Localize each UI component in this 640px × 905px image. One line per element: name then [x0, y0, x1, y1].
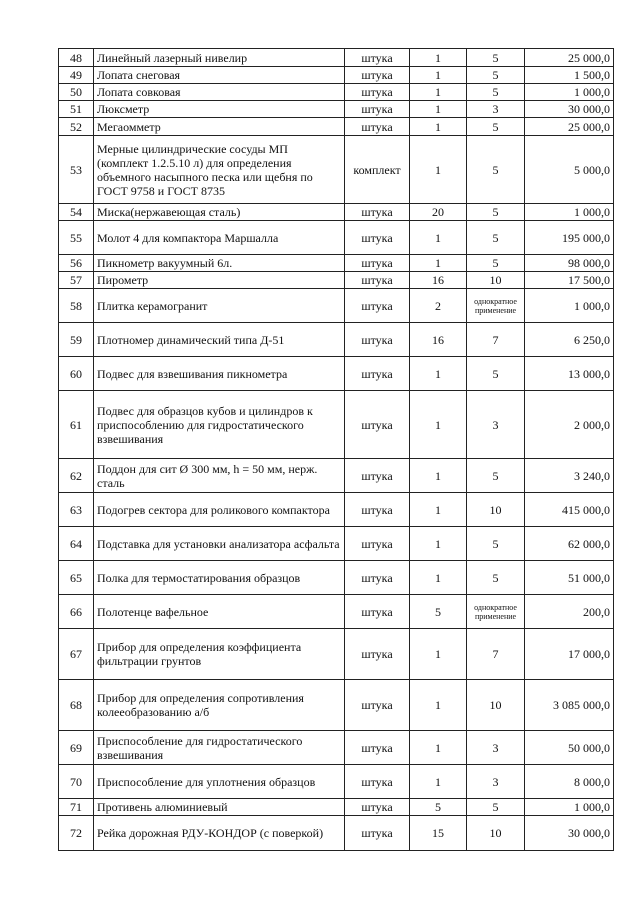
cell-unit: штука	[345, 459, 410, 493]
cell-unit: штука	[345, 118, 410, 136]
cell-row-number: 68	[59, 680, 94, 731]
cell-row-number: 69	[59, 731, 94, 765]
cell-unit: штука	[345, 765, 410, 799]
cell-item-name: Плотномер динамический типа Д-51	[94, 323, 345, 357]
cell-price: 1 000,0	[525, 289, 614, 323]
cell-item-name: Подвес для взвешивания пикнометра	[94, 357, 345, 391]
cell-service-life: 5	[467, 561, 525, 595]
cell-item-name: Лопата снеговая	[94, 67, 345, 84]
cell-price: 6 250,0	[525, 323, 614, 357]
cell-item-name: Полка для термостатирования образцов	[94, 561, 345, 595]
cell-unit: штука	[345, 595, 410, 629]
cell-row-number: 72	[59, 816, 94, 851]
cell-unit: штука	[345, 323, 410, 357]
cell-price: 1 000,0	[525, 204, 614, 221]
table-row	[59, 136, 614, 204]
cell-row-number: 63	[59, 493, 94, 527]
cell-item-name: Прибор для определения сопротивления колееобразованию а/б	[94, 680, 345, 731]
table-row	[59, 561, 614, 595]
table-row	[59, 204, 614, 221]
table-row	[59, 391, 614, 459]
cell-unit: штука	[345, 357, 410, 391]
cell-row-number: 56	[59, 255, 94, 272]
cell-row-number: 58	[59, 289, 94, 323]
table-row	[59, 629, 614, 680]
cell-unit: штука	[345, 67, 410, 84]
cell-price: 1 500,0	[525, 67, 614, 84]
cell-unit: штука	[345, 289, 410, 323]
inventory-table-body	[59, 49, 614, 851]
cell-item-name: Лопата совковая	[94, 84, 345, 101]
cell-service-life: 3	[467, 391, 525, 459]
cell-service-life: однократное применение	[467, 289, 525, 323]
table-row	[59, 221, 614, 255]
cell-row-number: 70	[59, 765, 94, 799]
cell-price: 195 000,0	[525, 221, 614, 255]
cell-row-number: 60	[59, 357, 94, 391]
cell-row-number: 62	[59, 459, 94, 493]
cell-row-number: 48	[59, 49, 94, 67]
cell-price: 3 240,0	[525, 459, 614, 493]
table-row	[59, 323, 614, 357]
cell-row-number: 51	[59, 101, 94, 118]
cell-row-number: 67	[59, 629, 94, 680]
cell-price: 5 000,0	[525, 136, 614, 204]
cell-unit: штука	[345, 101, 410, 118]
cell-quantity: 1	[410, 493, 467, 527]
table-row	[59, 49, 614, 67]
cell-price: 1 000,0	[525, 84, 614, 101]
table-row	[59, 816, 614, 851]
cell-quantity: 1	[410, 136, 467, 204]
cell-service-life: 3	[467, 101, 525, 118]
cell-quantity: 1	[410, 527, 467, 561]
table-row	[59, 289, 614, 323]
cell-service-life: 5	[467, 49, 525, 67]
cell-service-life: 5	[467, 221, 525, 255]
cell-row-number: 57	[59, 272, 94, 289]
cell-item-name: Молот 4 для компактора Маршалла	[94, 221, 345, 255]
cell-price: 17 000,0	[525, 629, 614, 680]
table-row	[59, 255, 614, 272]
cell-item-name: Подставка для установки анализатора асфальта	[94, 527, 345, 561]
cell-item-name: Рейка дорожная РДУ-КОНДОР (с поверкой)	[94, 816, 345, 851]
cell-unit: штука	[345, 221, 410, 255]
cell-item-name: Миска(нержавеющая сталь)	[94, 204, 345, 221]
cell-service-life: 5	[467, 527, 525, 561]
table-row	[59, 67, 614, 84]
cell-quantity: 5	[410, 595, 467, 629]
cell-row-number: 64	[59, 527, 94, 561]
cell-row-number: 55	[59, 221, 94, 255]
table-row	[59, 493, 614, 527]
cell-service-life: 5	[467, 67, 525, 84]
cell-row-number: 53	[59, 136, 94, 204]
cell-price: 2 000,0	[525, 391, 614, 459]
table-row	[59, 357, 614, 391]
cell-service-life: 10	[467, 272, 525, 289]
cell-unit: штука	[345, 84, 410, 101]
cell-service-life: 7	[467, 629, 525, 680]
table-row	[59, 765, 614, 799]
cell-row-number: 66	[59, 595, 94, 629]
cell-item-name: Приспособление для уплотнения образцов	[94, 765, 345, 799]
table-row	[59, 101, 614, 118]
cell-quantity: 1	[410, 84, 467, 101]
cell-item-name: Поддон для сит Ø 300 мм, h = 50 мм, нерж. сталь	[94, 459, 345, 493]
cell-price: 30 000,0	[525, 101, 614, 118]
cell-quantity: 1	[410, 101, 467, 118]
cell-item-name: Противень алюминиевый	[94, 799, 345, 816]
cell-price: 50 000,0	[525, 731, 614, 765]
table-row	[59, 680, 614, 731]
cell-unit: штука	[345, 799, 410, 816]
cell-item-name: Подвес для образцов кубов и цилиндров к приспособлению для гидростатического взвешивания	[94, 391, 345, 459]
cell-quantity: 2	[410, 289, 467, 323]
table-row	[59, 731, 614, 765]
cell-service-life: 5	[467, 357, 525, 391]
cell-quantity: 1	[410, 731, 467, 765]
cell-price: 30 000,0	[525, 816, 614, 851]
table-row	[59, 272, 614, 289]
inventory-table	[58, 48, 614, 851]
cell-unit: штука	[345, 816, 410, 851]
cell-item-name: Плитка керамогранит	[94, 289, 345, 323]
cell-price: 17 500,0	[525, 272, 614, 289]
cell-row-number: 52	[59, 118, 94, 136]
cell-quantity: 1	[410, 357, 467, 391]
cell-service-life: 5	[467, 136, 525, 204]
cell-price: 25 000,0	[525, 118, 614, 136]
cell-price: 1 000,0	[525, 799, 614, 816]
cell-service-life: 10	[467, 816, 525, 851]
cell-service-life: 5	[467, 255, 525, 272]
cell-price: 13 000,0	[525, 357, 614, 391]
cell-service-life: однократное применение	[467, 595, 525, 629]
cell-price: 62 000,0	[525, 527, 614, 561]
cell-unit: штука	[345, 49, 410, 67]
cell-service-life: 10	[467, 680, 525, 731]
cell-service-life: 5	[467, 799, 525, 816]
cell-unit: штука	[345, 493, 410, 527]
cell-quantity: 1	[410, 391, 467, 459]
cell-unit: комплект	[345, 136, 410, 204]
cell-unit: штука	[345, 561, 410, 595]
cell-item-name: Мерные цилиндрические сосуды МП (комплект 1.2.5.10 л) для определения объемного насыпного песка или щебня по ГОСТ 9758 и ГОСТ 8735	[94, 136, 345, 204]
cell-row-number: 71	[59, 799, 94, 816]
table-row	[59, 595, 614, 629]
cell-row-number: 65	[59, 561, 94, 595]
cell-item-name: Подогрев сектора для роликового компактора	[94, 493, 345, 527]
cell-item-name: Приспособление для гидростатического взвешивания	[94, 731, 345, 765]
cell-quantity: 5	[410, 799, 467, 816]
cell-row-number: 50	[59, 84, 94, 101]
cell-price: 200,0	[525, 595, 614, 629]
cell-row-number: 49	[59, 67, 94, 84]
cell-item-name: Пикнометр вакуумный 6л.	[94, 255, 345, 272]
cell-item-name: Линейный лазерный нивелир	[94, 49, 345, 67]
cell-row-number: 59	[59, 323, 94, 357]
cell-quantity: 1	[410, 629, 467, 680]
cell-unit: штука	[345, 255, 410, 272]
cell-quantity: 20	[410, 204, 467, 221]
cell-unit: штука	[345, 680, 410, 731]
cell-item-name: Мегаомметр	[94, 118, 345, 136]
cell-price: 415 000,0	[525, 493, 614, 527]
cell-price: 25 000,0	[525, 49, 614, 67]
cell-service-life: 3	[467, 765, 525, 799]
cell-row-number: 54	[59, 204, 94, 221]
cell-unit: штука	[345, 204, 410, 221]
cell-quantity: 1	[410, 49, 467, 67]
table-row	[59, 527, 614, 561]
table-row	[59, 118, 614, 136]
cell-item-name: Люксметр	[94, 101, 345, 118]
table-row	[59, 84, 614, 101]
cell-price: 51 000,0	[525, 561, 614, 595]
cell-quantity: 1	[410, 118, 467, 136]
cell-unit: штука	[345, 527, 410, 561]
cell-unit: штука	[345, 391, 410, 459]
cell-unit: штука	[345, 272, 410, 289]
cell-service-life: 5	[467, 459, 525, 493]
cell-service-life: 3	[467, 731, 525, 765]
cell-service-life: 5	[467, 84, 525, 101]
cell-quantity: 1	[410, 459, 467, 493]
cell-quantity: 16	[410, 323, 467, 357]
cell-unit: штука	[345, 629, 410, 680]
cell-price: 8 000,0	[525, 765, 614, 799]
cell-unit: штука	[345, 731, 410, 765]
cell-quantity: 15	[410, 816, 467, 851]
cell-service-life: 7	[467, 323, 525, 357]
table-row	[59, 799, 614, 816]
cell-item-name: Полотенце вафельное	[94, 595, 345, 629]
cell-quantity: 16	[410, 272, 467, 289]
cell-quantity: 1	[410, 561, 467, 595]
cell-service-life: 5	[467, 204, 525, 221]
cell-quantity: 1	[410, 680, 467, 731]
cell-quantity: 1	[410, 67, 467, 84]
cell-price: 98 000,0	[525, 255, 614, 272]
cell-quantity: 1	[410, 765, 467, 799]
cell-service-life: 10	[467, 493, 525, 527]
cell-item-name: Прибор для определения коэффициента фильтрации грунтов	[94, 629, 345, 680]
cell-row-number: 61	[59, 391, 94, 459]
cell-item-name: Пирометр	[94, 272, 345, 289]
cell-service-life: 5	[467, 118, 525, 136]
cell-price: 3 085 000,0	[525, 680, 614, 731]
cell-quantity: 1	[410, 255, 467, 272]
cell-quantity: 1	[410, 221, 467, 255]
table-row	[59, 459, 614, 493]
